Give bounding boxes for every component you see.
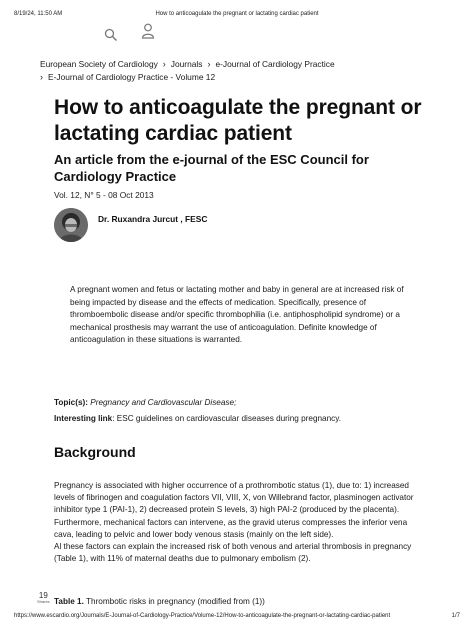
table-caption-label: Table 1. bbox=[54, 597, 84, 606]
author-name[interactable]: Dr. Ruxandra Jurcut , FESC bbox=[98, 214, 208, 224]
interesting-link-value[interactable]: : ESC guidelines on cardiovascular diseases during pregnancy. bbox=[112, 414, 342, 423]
interesting-link-label: Interesting link bbox=[54, 414, 113, 423]
search-icon[interactable] bbox=[104, 28, 118, 42]
breadcrumb-journals[interactable]: Journals bbox=[170, 59, 203, 69]
print-page-number: 1/7 bbox=[451, 613, 460, 619]
chevron-right-icon: › bbox=[40, 72, 43, 82]
article-abstract: A pregnant women and fetus or lactating mother and baby in general are at increased risk of being impacted by disease and the effects of medication. Specifically, presence of thromboembolic disease and/or specific thrombophilia (i.e. antiphospholipid syndrome) or a mechanical prosthesis may warrant the use of anticoagulation. Definite knowledge of anticoagulation in these situations is warranted. bbox=[70, 285, 404, 345]
article-meta: Vol. 12, N° 5 - 08 Oct 2013 bbox=[54, 190, 154, 200]
background-paragraph: Al these factors can explain the increased risk of both venous and arterial thrombosis in pregnancy (Table 1), with 11% of maternal deaths due to pulmonary embolism (2). bbox=[54, 542, 412, 564]
share-label: Shares bbox=[37, 599, 50, 604]
background-paragraph: Pregnancy is associated with higher occurrence of a prothrombotic status (1), due to: 1) increased levels of fibrinogen and coagulation factors VII, VIII, X, von Willebrand factor, plasminogen activator inhibitor type 1 (PAI-1), 2) decreased protein S levels, 3) high PAI-2 (produced by the placenta). bbox=[54, 481, 414, 515]
share-counter[interactable] bbox=[37, 591, 50, 604]
author-avatar bbox=[54, 208, 88, 242]
chevron-right-icon: › bbox=[162, 59, 166, 69]
table-caption-text: Thrombotic risks in pregnancy (modified from (1)) bbox=[83, 597, 265, 606]
share-count: 19 bbox=[38, 591, 48, 600]
interesting-link-line bbox=[54, 414, 341, 423]
background-paragraph: Furthermore, mechanical factors can intervene, as the gravid uterus compresses the inferior vena cava, leading to pelvic and lower body venous stasis (mainly on the left side). bbox=[54, 517, 408, 539]
background-body bbox=[54, 480, 426, 565]
print-header bbox=[14, 11, 460, 21]
breadcrumb-esc[interactable]: European Society of Cardiology bbox=[40, 59, 158, 69]
user-icon[interactable] bbox=[141, 23, 155, 39]
section-heading-background: Background bbox=[54, 444, 136, 460]
page-title: How to anticoagulate the pregnant or lactating cardiac patient bbox=[54, 96, 422, 145]
table-caption bbox=[54, 597, 265, 606]
print-url: https://www.escardio.org/Journals/E-Journal-of-Cardiology-Practice/Volume-12/How-to-anticoagulate-the-pregnant-or-lactating-cardiac-patient bbox=[14, 613, 391, 619]
breadcrumb-ejournal[interactable]: e-Journal of Cardiology Practice bbox=[215, 59, 335, 69]
topics-line bbox=[54, 398, 236, 407]
breadcrumb-volume[interactable]: E-Journal of Cardiology Practice - Volume 12 bbox=[48, 72, 216, 82]
topics-label: Topic(s): bbox=[54, 398, 88, 407]
print-doc-title: How to anticoagulate the pregnant or lactating cardiac patient bbox=[155, 11, 319, 17]
chevron-right-icon: › bbox=[207, 59, 211, 69]
topics-value[interactable]: Pregnancy and Cardiovascular Disease; bbox=[90, 398, 237, 407]
article-subtitle: An article from the e-journal of the ESC Council for Cardiology Practice bbox=[54, 152, 369, 184]
print-footer bbox=[14, 613, 460, 619]
print-datetime: 8/19/24, 11:50 AM bbox=[14, 11, 63, 17]
breadcrumb bbox=[40, 58, 450, 84]
